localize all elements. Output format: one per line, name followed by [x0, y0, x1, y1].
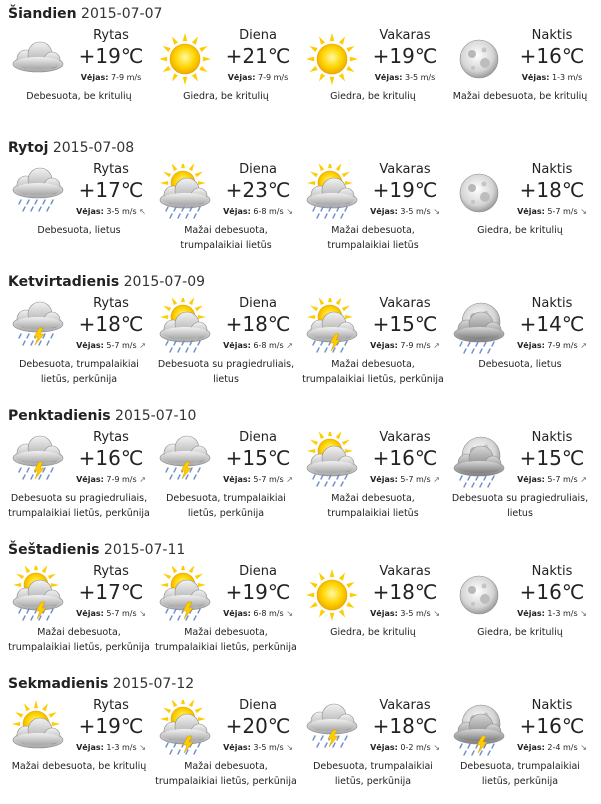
- temperature: +19℃: [372, 44, 438, 68]
- wind-speed: 5-7 m/s: [400, 475, 431, 484]
- temperature: +18℃: [519, 178, 585, 202]
- period-diena: [152, 430, 300, 534]
- wind-speed: 7-9 m/s: [547, 341, 578, 350]
- wind-info: [216, 609, 300, 618]
- weather-description: Mažai debesuota, be kritulių: [11, 761, 147, 772]
- wind-info: [216, 743, 300, 752]
- weather-description: Debesuota, trumpalaikiai lietūs, perkūnija: [460, 761, 580, 787]
- day-forecast: [0, 402, 601, 536]
- day-name: Penktadienis: [8, 408, 111, 424]
- wind-info: [363, 207, 447, 216]
- period-name: Rytas: [93, 698, 129, 713]
- wind-speed: 6-8 m/s: [253, 341, 284, 350]
- wind-info: [216, 73, 300, 82]
- wind-speed: 3-5 m/s: [253, 743, 284, 752]
- period-rytas: [5, 296, 153, 400]
- sun-cloud-thunder-icon: [156, 700, 214, 758]
- period-name: Vakaras: [379, 28, 431, 43]
- wind-speed: 5-7 m/s: [547, 207, 578, 216]
- wind-direction-icon: ↗: [433, 475, 440, 484]
- wind-info: [216, 475, 300, 484]
- wind-speed: 7-9 m/s: [111, 73, 142, 82]
- sun-cloud-rain-icon: [303, 432, 361, 490]
- period-rytas: [5, 430, 153, 534]
- temperature: +20℃: [225, 714, 291, 738]
- sun-cloud-thunder-icon: [156, 566, 214, 624]
- wind-direction-icon: ↘: [433, 743, 440, 752]
- wind-label: Vėjas:: [521, 73, 550, 82]
- period-rytas: [5, 162, 153, 266]
- period-name: Rytas: [93, 28, 129, 43]
- temperature: +15℃: [225, 446, 291, 470]
- day-date: 2015-07-12: [112, 676, 195, 692]
- day-title: [8, 676, 194, 692]
- period-name: Diena: [239, 162, 277, 177]
- wind-label: Vėjas:: [370, 207, 398, 216]
- temperature: +18℃: [372, 580, 438, 604]
- moon-icon: [450, 164, 508, 222]
- wind-speed: 7-9 m/s: [400, 341, 431, 350]
- wind-direction-icon: ↗: [286, 341, 293, 350]
- wind-info: [510, 609, 594, 618]
- wind-info: [363, 73, 447, 82]
- rain-cloud-icon: [9, 164, 67, 222]
- wind-label: Vėjas:: [223, 609, 251, 618]
- wind-direction-icon: ↗: [286, 475, 293, 484]
- wind-label: Vėjas:: [76, 207, 104, 216]
- temperature: +23℃: [225, 178, 291, 202]
- sun-cloud-thunder-icon: [303, 298, 361, 356]
- day-name: Sekmadienis: [8, 676, 109, 692]
- temperature: +14℃: [519, 312, 585, 336]
- day-title: [8, 408, 196, 424]
- wind-label: Vėjas:: [517, 207, 545, 216]
- temperature: +16℃: [519, 44, 585, 68]
- weather-description: Giedra, be kritulių: [183, 91, 269, 102]
- sun-icon: [303, 30, 361, 88]
- moon-icon: [450, 566, 508, 624]
- sun-cloud-rain-icon: [156, 164, 214, 222]
- weather-description: Mažai debesuota, trumpalaikiai lietūs: [327, 493, 419, 519]
- wind-direction-icon: ↘: [433, 207, 440, 216]
- wind-info: [510, 475, 594, 484]
- wind-info: [69, 609, 153, 618]
- period-naktis: [446, 698, 594, 802]
- wind-info: [510, 73, 594, 82]
- period-name: Naktis: [531, 698, 573, 713]
- wind-info: [216, 207, 300, 216]
- moon-cloud-rain-icon: [450, 298, 508, 356]
- weather-description: Mažai debesuota, trumpalaikiai lietūs, perkūnija: [155, 627, 297, 653]
- day-forecast: [0, 536, 601, 670]
- wind-speed: 3-5 m/s: [405, 73, 436, 82]
- wind-info: [69, 475, 153, 484]
- wind-label: Vėjas:: [370, 341, 398, 350]
- wind-speed: 5-7 m/s: [253, 475, 284, 484]
- temperature: +18℃: [372, 714, 438, 738]
- wind-info: [363, 609, 447, 618]
- period-name: Vakaras: [379, 564, 431, 579]
- period-name: Rytas: [93, 162, 129, 177]
- wind-label: Vėjas:: [76, 341, 104, 350]
- temperature: +21℃: [225, 44, 291, 68]
- wind-speed: 3-5 m/s: [400, 609, 431, 618]
- wind-speed: 2-4 m/s: [547, 743, 578, 752]
- thunder-cloud-icon: [9, 298, 67, 356]
- weather-description: Debesuota su pragiedruliais, trumpalaikiai lietūs, perkūnija: [8, 493, 150, 519]
- temperature: +19℃: [372, 178, 438, 202]
- period-diena: [152, 28, 300, 132]
- day-name: Šiandien: [8, 6, 77, 22]
- temperature: +15℃: [372, 312, 438, 336]
- wind-direction-icon: ↘: [580, 207, 587, 216]
- period-naktis: [446, 28, 594, 132]
- wind-direction-icon: ↗: [580, 475, 587, 484]
- wind-speed: 6-8 m/s: [253, 207, 284, 216]
- temperature: +16℃: [519, 580, 585, 604]
- wind-label: Vėjas:: [227, 73, 256, 82]
- weather-description: Debesuota, trumpalaikiai lietūs, perkūnija: [313, 761, 433, 787]
- wind-speed: 0-2 m/s: [400, 743, 431, 752]
- day-name: Rytoj: [8, 140, 49, 156]
- wind-info: [510, 207, 594, 216]
- thunder-cloud-icon: [9, 432, 67, 490]
- wind-speed: 1-3 m/s: [552, 73, 583, 82]
- day-title: [8, 274, 205, 290]
- wind-direction-icon: ↗: [139, 475, 146, 484]
- wind-direction-icon: ↘: [433, 609, 440, 618]
- temperature: +17℃: [78, 580, 144, 604]
- day-date: 2015-07-10: [115, 408, 197, 424]
- day-name: Šeštadienis: [8, 542, 100, 558]
- period-vakaras: [299, 162, 447, 266]
- period-name: Diena: [239, 28, 277, 43]
- day-date: 2015-07-07: [81, 6, 163, 22]
- weather-description: Debesuota, trumpalaikiai lietūs, perkūnija: [19, 359, 139, 385]
- wind-label: Vėjas:: [370, 475, 398, 484]
- day-forecast: [0, 0, 601, 134]
- moon-cloud-thunder-icon: [450, 700, 508, 758]
- period-name: Naktis: [531, 564, 573, 579]
- day-forecast: [0, 134, 601, 268]
- wind-speed: 5-7 m/s: [106, 341, 137, 350]
- wind-direction-icon: ↘: [139, 743, 146, 752]
- temperature: +19℃: [78, 714, 144, 738]
- day-title: [8, 542, 185, 558]
- wind-label: Vėjas:: [223, 341, 251, 350]
- weather-description: Mažai debesuota, trumpalaikiai lietūs: [180, 225, 272, 251]
- moon-icon: [450, 30, 508, 88]
- wind-info: [69, 207, 153, 216]
- temperature: +17℃: [78, 178, 144, 202]
- temperature: +18℃: [78, 312, 144, 336]
- wind-speed: 3-5 m/s: [400, 207, 431, 216]
- wind-label: Vėjas:: [76, 609, 104, 618]
- period-name: Diena: [239, 430, 277, 445]
- wind-speed: 7-9 m/s: [106, 475, 137, 484]
- period-name: Naktis: [531, 28, 573, 43]
- weather-description: Giedra, be kritulių: [477, 225, 563, 236]
- day-forecast: [0, 670, 601, 804]
- wind-speed: 1-3 m/s: [547, 609, 578, 618]
- wind-direction-icon: ↘: [580, 609, 587, 618]
- period-name: Rytas: [93, 296, 129, 311]
- wind-info: [363, 743, 447, 752]
- weather-description: Debesuota, be kritulių: [26, 91, 132, 102]
- weather-description: Debesuota, lietus: [478, 359, 562, 370]
- period-name: Diena: [239, 698, 277, 713]
- weather-description: Giedra, be kritulių: [330, 91, 416, 102]
- weather-description: Giedra, be kritulių: [330, 627, 416, 638]
- wind-label: Vėjas:: [517, 609, 545, 618]
- period-vakaras: [299, 564, 447, 668]
- period-naktis: [446, 430, 594, 534]
- weather-description: Debesuota, trumpalaikiai lietūs, perkūnija: [166, 493, 286, 519]
- period-diena: [152, 296, 300, 400]
- sun-icon: [303, 566, 361, 624]
- temperature: +16℃: [372, 446, 438, 470]
- thunder-cloud-icon: [156, 432, 214, 490]
- weather-description: Debesuota su pragiedruliais, lietus: [451, 493, 589, 519]
- day-title: [8, 140, 134, 156]
- wind-speed: 6-8 m/s: [253, 609, 284, 618]
- wind-direction-icon: ↗: [580, 341, 587, 350]
- period-name: Naktis: [531, 430, 573, 445]
- period-naktis: [446, 564, 594, 668]
- weather-description: Mažai debesuota, trumpalaikiai lietūs: [327, 225, 419, 251]
- wind-info: [363, 475, 447, 484]
- wind-label: Vėjas:: [223, 743, 251, 752]
- period-name: Naktis: [531, 296, 573, 311]
- temperature: +16℃: [78, 446, 144, 470]
- weather-description: Debesuota, lietus: [37, 225, 121, 236]
- temperature: +15℃: [519, 446, 585, 470]
- period-naktis: [446, 162, 594, 266]
- wind-speed: 7-9 m/s: [258, 73, 289, 82]
- wind-direction-icon: ↘: [286, 743, 293, 752]
- wind-label: Vėjas:: [374, 73, 403, 82]
- temperature: +19℃: [225, 580, 291, 604]
- wind-direction-icon: ↘: [580, 743, 587, 752]
- period-name: Vakaras: [379, 698, 431, 713]
- sun-cloud-rain-icon: [156, 298, 214, 356]
- day-date: 2015-07-09: [123, 274, 206, 290]
- period-vakaras: [299, 28, 447, 132]
- wind-info: [363, 341, 447, 350]
- wind-direction-icon: ↗: [139, 341, 146, 350]
- cloud-icon: [9, 30, 67, 88]
- period-rytas: [5, 564, 153, 668]
- temperature: +19℃: [78, 44, 144, 68]
- weather-description: Mažai debesuota, trumpalaikiai lietūs, perkūnija: [155, 761, 297, 787]
- day-date: 2015-07-11: [103, 542, 186, 558]
- sun-cloud-rain-icon: [303, 164, 361, 222]
- wind-info: [69, 341, 153, 350]
- weather-description: Mažai debesuota, trumpalaikiai lietūs, perkūnija: [8, 627, 150, 653]
- period-name: Diena: [239, 296, 277, 311]
- period-name: Rytas: [93, 564, 129, 579]
- wind-label: Vėjas:: [370, 609, 398, 618]
- temperature: +18℃: [225, 312, 291, 336]
- period-diena: [152, 162, 300, 266]
- period-diena: [152, 698, 300, 802]
- sun-cloud-icon: [9, 700, 67, 758]
- wind-direction-icon: ↘: [286, 609, 293, 618]
- wind-speed: 3-5 m/s: [106, 207, 137, 216]
- wind-label: Vėjas:: [517, 475, 545, 484]
- temperature: +16℃: [519, 714, 585, 738]
- day-date: 2015-07-08: [52, 140, 135, 156]
- period-name: Rytas: [93, 430, 129, 445]
- period-name: Diena: [239, 564, 277, 579]
- wind-speed: 1-3 m/s: [106, 743, 137, 752]
- wind-direction-icon: ↖: [139, 207, 146, 216]
- wind-speed: 5-7 m/s: [547, 475, 578, 484]
- weather-description: Mažai debesuota, trumpalaikiai lietūs, perkūnija: [302, 359, 444, 385]
- wind-label: Vėjas:: [76, 475, 104, 484]
- sun-cloud-thunder-icon: [9, 566, 67, 624]
- period-rytas: [5, 28, 153, 132]
- period-name: Vakaras: [379, 296, 431, 311]
- period-rytas: [5, 698, 153, 802]
- day-forecast: [0, 268, 601, 402]
- wind-info: [510, 743, 594, 752]
- day-title: [8, 6, 162, 22]
- wind-label: Vėjas:: [80, 73, 109, 82]
- period-name: Vakaras: [379, 430, 431, 445]
- wind-info: [510, 341, 594, 350]
- wind-label: Vėjas:: [76, 743, 104, 752]
- sun-icon: [156, 30, 214, 88]
- period-naktis: [446, 296, 594, 400]
- weather-description: Debesuota su pragiedruliais, lietus: [157, 359, 295, 385]
- period-name: Vakaras: [379, 162, 431, 177]
- wind-direction-icon: ↘: [139, 609, 146, 618]
- period-vakaras: [299, 698, 447, 802]
- period-name: Naktis: [531, 162, 573, 177]
- wind-speed: 5-7 m/s: [106, 609, 137, 618]
- wind-direction-icon: ↗: [433, 341, 440, 350]
- day-name: Ketvirtadienis: [8, 274, 120, 290]
- wind-direction-icon: ↘: [286, 207, 293, 216]
- wind-label: Vėjas:: [517, 341, 545, 350]
- wind-label: Vėjas:: [223, 475, 251, 484]
- wind-label: Vėjas:: [370, 743, 398, 752]
- weather-description: Mažai debesuota, be kritulių: [452, 91, 588, 102]
- moon-cloud-rain-icon: [450, 432, 508, 490]
- period-vakaras: [299, 430, 447, 534]
- wind-info: [216, 341, 300, 350]
- wind-label: Vėjas:: [517, 743, 545, 752]
- period-diena: [152, 564, 300, 668]
- wind-label: Vėjas:: [223, 207, 251, 216]
- wind-info: [69, 73, 153, 82]
- period-vakaras: [299, 296, 447, 400]
- wind-info: [69, 743, 153, 752]
- thunder-cloud-icon: [303, 700, 361, 758]
- weather-description: Giedra, be kritulių: [477, 627, 563, 638]
